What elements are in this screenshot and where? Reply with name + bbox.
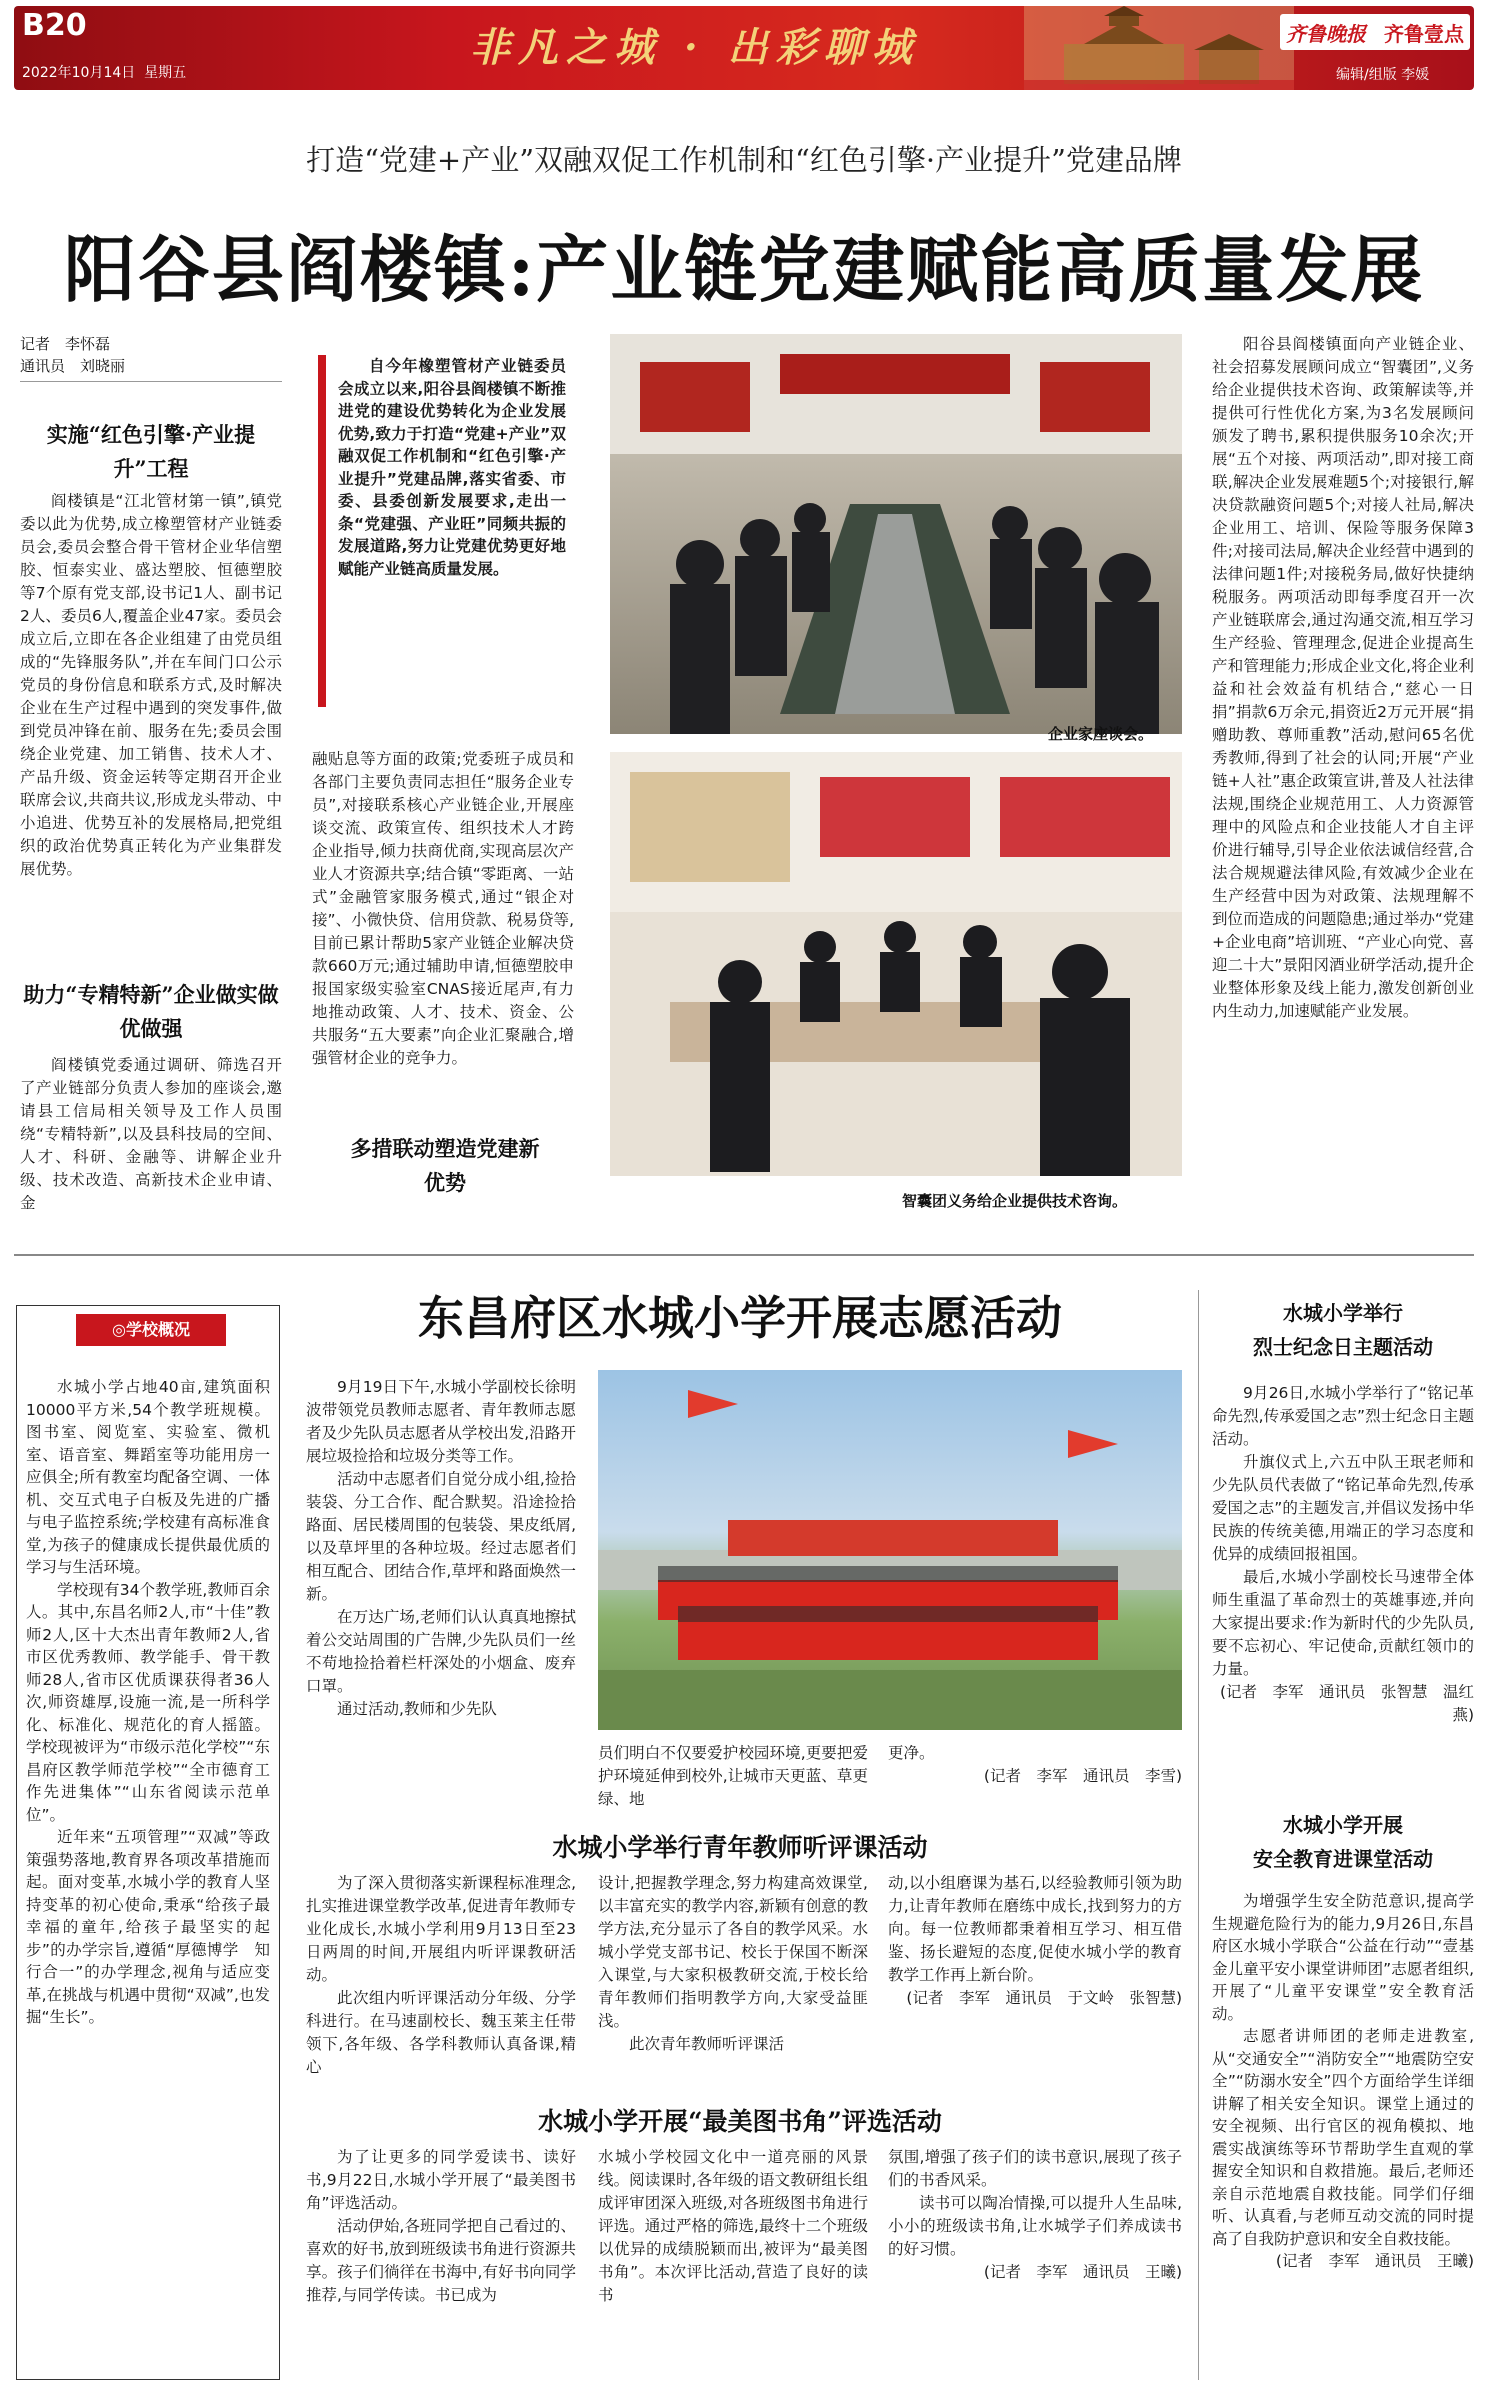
meeting-room-image [610, 334, 1182, 734]
article1-subhead-2: 助力“专精特新”企业做实做优做强 [23, 982, 279, 1041]
paragraph: 活动中志愿者们自觉分成小组,捡拾装袋、分工合作、配合默契。沿途捡拾路面、居民楼周围的包装袋、果皮纸屑,以及草坪里的各种垃圾。经过志愿者们相互配合、团结合作,草坪和路面焕然一新。 [306, 1470, 576, 1603]
article1-kicker: 打造“党建+产业”双融双促工作机制和“红色引擎·产业提升”党建品牌 [306, 143, 1182, 177]
paragraph: 读书可以陶冶情操,可以提升人生品味,小小的班级读书角,让水城学子们养成读书的好习惯。 [888, 2194, 1182, 2258]
masthead-slogan: 非凡之城 · 出彩聊城 [470, 24, 920, 71]
article5-text [1212, 1382, 1474, 1727]
article4-col2 [598, 2146, 868, 2307]
article3-credit: (记者 李军 通讯员 于文岭 张智慧) [906, 1989, 1182, 2007]
article5-headline-line2: 烈士纪念日主题活动 [1253, 1335, 1433, 1359]
consultation-image [610, 752, 1182, 1176]
right-column-divider [1198, 1290, 1199, 2380]
article1-col1-text2 [20, 1054, 282, 1224]
school-overview-text [26, 1376, 270, 2029]
paragraph: 动,以小组磨课为基石,以经验教师引领为助力,让青年教师在磨练中成长,找到努力的方向。每一位教师都秉着相互学习、相互借鉴、扬长避短的态度,促使水城小学的教育教学工作再上新台阶。 [888, 1874, 1182, 1984]
byline-correspondent: 通讯员 刘晓丽 [20, 357, 126, 375]
article4-headline: 水城小学开展“最美图书角”评选活动 [538, 2107, 942, 2136]
paragraph: 为了深入贯彻落实新课程标准理念,扎实推进课堂教学改革,促进青年教师专业化成长,水城小学利用9月13日至23日两周的时间,开展组内听评课教研活动。 [306, 1874, 576, 1984]
article5-headline [1212, 1296, 1474, 1364]
city-skyline-graphic [1024, 6, 1294, 90]
paragraph: 此次组内听评课活动分年级、分学科进行。在马速副校长、魏玉莱主任带领下,各年级、各学科教师认真备课,精心 [306, 1989, 576, 2076]
school-overview-title: ◎学校概况 [76, 1314, 226, 1346]
paragraph: 9月19日下午,水城小学副校长徐明波带领党员教师志愿者、青年教师志愿者及少先队员志愿者从学校出发,沿路开展垃圾捡拾和垃圾分类等工作。 [306, 1378, 576, 1465]
brand-left: 齐鲁晚报 [1286, 22, 1366, 46]
volunteers-group-image [598, 1370, 1182, 1730]
paragraph: 志愿者讲师团的老师走进教室,从“交通安全”“消防安全”“地震防空安全”“防溺水安全”四个方面给学生详细讲解了相关安全知识。课堂上通过的安全视频、出行官区的视角模拟、地震实战演练等环节帮助学生直观的掌握安全知识和自救措施。最后,老师还亲自示范地震自救技能。同学们仔细听、认真看,与老师互动交流的同时提高了自我防护意识和安全自救技能。 [1212, 2027, 1474, 2248]
paragraph: 学校现有34个教学班,教师百余人。其中,东昌名师2人,市“十佳”教师2人,区十大杰出青年教师2人,省市区优秀教师、教学能手、骨干教师28人,省市区优质课获得者36人次,师资雄厚,设施一流,是一所科学化、标准化、规范化的育人摇篮。学校现被评为“市级示范化学校”“东昌府区教学师范学校”“全市德育工作先进集体”“山东省阅读示范单位”。 [26, 1580, 270, 1824]
article3-col2 [598, 1872, 868, 2056]
article6-credit: (记者 李军 通讯员 王曦) [1275, 2252, 1474, 2270]
paragraph: 在万达广场,老师们认认真真地擦拭着公交站周围的广告牌,少先队员们一丝不苟地捡拾着栏杆深处的小烟盒、废弃口罩。 [306, 1608, 576, 1695]
article1-lead: 自今年橡塑管材产业链委员会成立以来,阳谷县阎楼镇不断推进党的建设优势转化为企业发展优势,致力于打造“党建+产业”双融双促工作机制和“红色引擎·产业提升”党建品牌,落实省委、市委、县委创新发展要求,走出一条“党建强、产业旺”同频共振的发展道路,努力让党建优势更好地赋能产业链高质量发展。 [338, 357, 566, 578]
issue-weekday: 星期五 [144, 65, 187, 81]
paragraph: 最后,水城小学副校长马速带全体师生重温了革命烈士的英雄事迹,并向大家提出要求:作为新时代的少先队员,要不忘初心、牢记使命,贡献红领巾的力量。 [1212, 1568, 1474, 1678]
article1-col1-text1 [20, 490, 282, 881]
article3-col3 [888, 1872, 1182, 2010]
article4-col1 [306, 2146, 576, 2307]
photo-enterprise-forum-caption: 企业家座谈会。 [1048, 725, 1154, 743]
article3-col1 [306, 1872, 576, 2079]
article1-col3-text [1212, 333, 1474, 1023]
paragraph: 为增强学生安全防范意识,提高学生规避危险行为的能力,9月26日,东昌府区水城小学联合“公益在行动”“壹基金儿童平安小课堂讲师团”志愿者组织,开展了“儿童平安课堂”安全教育活动。 [1212, 1892, 1474, 2023]
photo-think-tank [610, 752, 1182, 1176]
masthead [0, 0, 1488, 96]
article1-subhead-1: 实施“红色引擎·产业提升”工程 [46, 422, 256, 481]
paragraph: 水城小学占地40亩,建筑面积10000平方米,54个教学班规模。图书室、阅览室、实验室、微机室、语音室、舞蹈室等功能用房一应俱全;所有教室均配备空调、一体机、交互式电子白板及先进的广播与电子监控系统;学校建有高标准食堂,为孩子的健康成长提供最优质的学习与生活环境。 [26, 1378, 270, 1576]
paragraph: 阎楼镇是“江北管材第一镇”,镇党委以此为优势,成立橡塑管材产业链委员会,委员会整合骨干管材企业华信塑胶、恒泰实业、盛达塑胶、恒德塑胶等7个原有党支部,设书记1人、副书记2人、委员6人,覆盖企业47家。委员会成立后,立即在各企业组建了由党员组成的“先锋服务队”,并在车间门口公示党员的身份信息和联系方式,及时解决企业在生产过程中遇到的突发事件,做到党员冲锋在前、服务在先;委员会围绕企业党建、加工销售、技术人才、产品升级、资金运转等定期召开企业联席会议,共商共议,形成龙头带动、中小追进、优势互补的发展格局,把党组织的政治优势真正转化为产业集群发展优势。 [20, 492, 282, 878]
photo-enterprise-forum [610, 334, 1182, 734]
article6-headline [1212, 1808, 1474, 1876]
paragraph: 氛围,增强了孩子们的读书意识,展现了孩子们的书香风采。 [888, 2148, 1182, 2189]
article1-headline: 阳谷县阎楼镇:产业链党建赋能高质量发展 [63, 227, 1425, 312]
paragraph: 阎楼镇党委通过调研、筛选召开了产业链部分负责人参加的座谈会,邀请县工信局相关领导及工作人员围绕“专精特新”,以及县科技局的空间、人才、科研、金融等、讲解企业升级、技术改造、高新技术企业申请、金 [20, 1056, 282, 1212]
page-number: B20 [22, 8, 87, 43]
paragraph: 设计,把握教学理念,努力构建高效课堂,以丰富充实的教学内容,新颖有创意的教学方法,充分显示了各自的教学风采。水城小学党支部书记、校长于保国不断深入课堂,与大家积极教研交流,于校长给青年教师们指明教学方向,大家受益匪浅。 [598, 1874, 868, 2030]
article6-text [1212, 1890, 1474, 2273]
issue-date-text: 2022年10月14日 [22, 65, 136, 81]
photo-think-tank-caption: 智囊团义务给企业提供技术咨询。 [902, 1192, 1128, 1210]
article6-headline-line2: 安全教育进课堂活动 [1253, 1847, 1433, 1871]
article6-headline-line1: 水城小学开展 [1283, 1813, 1403, 1837]
paragraph: 阳谷县阎楼镇面向产业链企业、社会招募发展顾问成立“智囊团”,义务给企业提供技术咨询、政策解读等,并提供可行性优化方案,为3名发展顾问颁发了聘书,累积提供服务10余次;开展“五个对接、两项活动”,即对接工商联,解决企业发展难题5个;对接银行,解决贷款融资问题5个;对接人社局,解决企业用工、培训、保险等服务保障3件;对接司法局,解决企业经营中遇到的法律问题1件;对接税务局,做好快捷纳税服务。两项活动即每季度召开一次产业链联席会,通过沟通交流,相互学习生产经验、管理理念,促进企业提高生产和管理能力;形成企业文化,将企业利益和社会效益有机结合,“慈心一日捐”捐款6万余元,捐资近2万元开展“捐赠助教、尊师重教”活动,慰问65名优秀教师,得到了社会的认同;开展“产业链+人社”惠企政策宣讲,普及人社法律法规,围绕企业规范用工、人力资源管理中的风险点和企业技能人才自主评价进行辅导,引导企业依法诚信经营,合法合规规避法律风险,有效减少企业在生产经营中因为对政策、法规理解不到位而造成的问题隐患;通过举办“党建+企业电商”培训班、“产业心向党、喜迎二十大”景阳冈酒业研学活动,提升企业整体形象及线上能力,激发创新创业内生动力,加速赋能产业发展。 [1212, 335, 1474, 1020]
paragraph: 为了让更多的同学爱读书、读好书,9月22日,水城小学开展了“最美图书角”评选活动。 [306, 2148, 576, 2212]
paragraph: 员们明白不仅要爱护校园环境,更要把爱护环境延伸到校外,让城市天更蓝、草更绿、地 [598, 1744, 868, 1808]
paragraph: 近年来“五项管理”“双减”等政策强势落地,教育界各项改革措施而起。面对变革,水城小学的教育人坚持变革的初心使命,秉承“给孩子最幸福的童年,给孩子最坚实的起步”的办学宗旨,遵循“厚德博学 知行合一”的办学理念,视角与适应变革,在挑战与机遇中贯彻“双减”,也发掘“生长”。 [26, 1828, 270, 2026]
paragraph: 通过活动,教师和少先队 [337, 1700, 497, 1718]
paragraph: 水城小学校园文化中一道亮丽的风景线。阅读课时,各年级的语文教研组长组成评审团深入班级,对各班级图书角进行评选。通过严格的筛选,最终十二个班级以优异的成绩脱颖而出,被评为“最美图书角”。本次评比活动,营造了良好的读书 [598, 2148, 868, 2304]
article1-byline [20, 333, 282, 382]
article2-headline: 东昌府区水城小学开展志愿活动 [418, 1291, 1062, 1345]
article1-subhead-3: 多措联动塑造党建新优势 [350, 1136, 540, 1195]
paragraph: 此次青年教师听评课活 [629, 2035, 785, 2053]
paragraph: 融贴息等方面的政策;党委班子成员和各部门主要负责同志担任“服务企业专员”,对接联系核心产业链企业,开展座谈交流、政策宣传、组织技术人才跨企业指导,倾力扶商优商,实现高层次产业人才资源共享;结合镇“零距离、一站式”金融管家服务模式,通过“银企对接”、小微快贷、信用贷款、税易贷等,目前已累计帮助5家产业链企业解决贷款660万元;通过辅助申请,恒德塑胶申报国家级实验室CNAS接近尾声,有力地推动政策、人才、技术、资金、公共服务“五大要素”向企业汇聚融合,增强管材企业的竞争力。 [312, 750, 574, 1067]
paragraph: 升旗仪式上,六五中队王珉老师和少先队员代表做了“铭记革命先烈,传承爱国之志”的主题发言,并倡议发扬中华民族的传统美德,用端正的学习态度和优异的成绩回报祖国。 [1212, 1453, 1474, 1563]
article5-credit: (记者 李军 通讯员 张智慧 温红燕) [1219, 1683, 1474, 1724]
byline-reporter: 记者 李怀磊 [20, 335, 111, 353]
article4-credit: (记者 李军 通讯员 王曦) [983, 2263, 1182, 2281]
issue-date [22, 62, 186, 82]
paragraph: 9月26日,水城小学举行了“铭记革命先烈,传承爱国之志”烈士纪念日主题活动。 [1212, 1384, 1474, 1448]
photo-volunteers [598, 1370, 1182, 1730]
article1-col2-text [312, 748, 574, 1070]
brand-right: 齐鲁壹点 [1384, 22, 1464, 46]
article3-headline: 水城小学举行青年教师听评课活动 [552, 1833, 928, 1862]
editor-credit: 编辑/组版 李媛 [1336, 67, 1430, 83]
article2-col2 [598, 1742, 868, 1811]
article2-credit: (记者 李军 通讯员 李雪) [983, 1767, 1182, 1785]
article4-col3 [888, 2146, 1182, 2284]
article2-col1 [306, 1376, 576, 1721]
section-divider [14, 1254, 1474, 1256]
article2-col3 [888, 1742, 1182, 1788]
paragraph: 更净。 [888, 1744, 935, 1762]
paragraph: 活动伊始,各班同学把自己看过的、喜欢的好书,放到班级读书角进行资源共享。孩子们徜徉在书海中,有好书向同学推荐,与同学传读。书已成为 [306, 2217, 576, 2304]
article1-lead-box [318, 355, 566, 707]
article5-headline-line1: 水城小学举行 [1283, 1301, 1403, 1325]
